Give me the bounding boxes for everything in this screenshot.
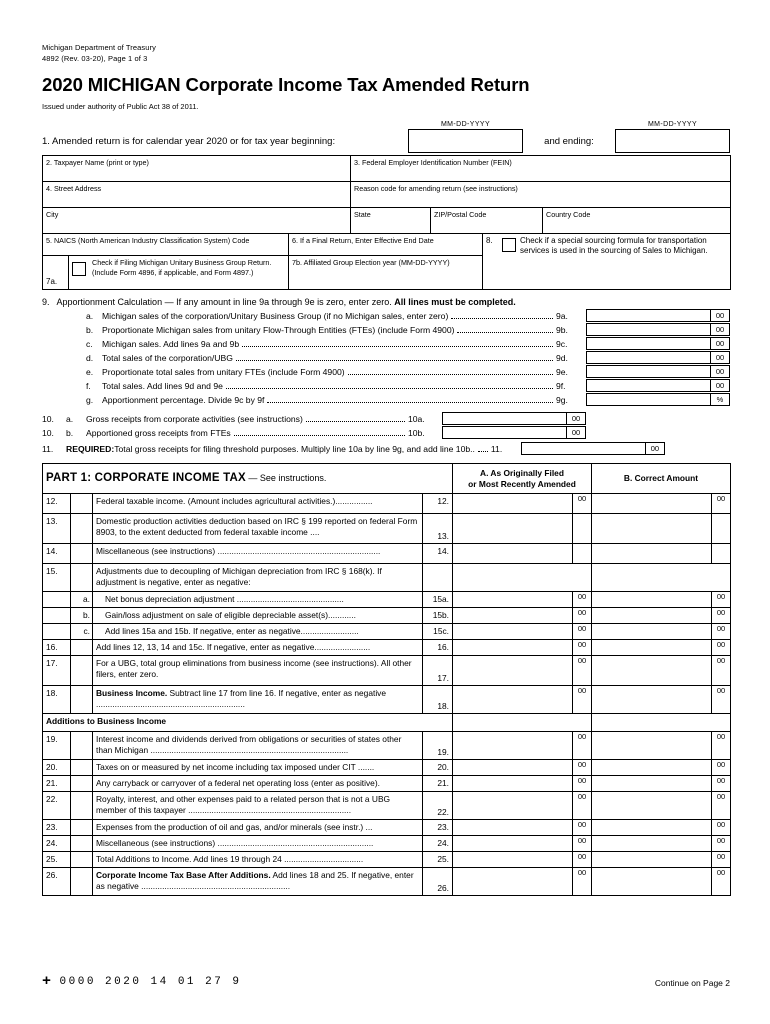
row-15-number: 15. <box>43 564 71 592</box>
taxpayer-name-label: 2. Taxpayer Name (print or type) <box>46 158 149 167</box>
row-14-text: Miscellaneous (see instructions) ...................................................................... <box>93 544 423 564</box>
line-1-tax-year <box>42 129 730 153</box>
street-address-label: 4. Street Address <box>46 184 102 193</box>
taxpayer-identity-block <box>42 155 731 290</box>
line-9c-letter: c. <box>86 338 93 349</box>
section-heading-amount-b <box>592 714 731 732</box>
special-sourcing-checkbox[interactable] <box>502 238 516 252</box>
row-16-cents-a: 00 <box>572 640 591 655</box>
row-12-amount-a[interactable] <box>453 494 592 514</box>
line-9a-letter: a. <box>86 310 94 321</box>
row-25-number: 25. <box>43 852 71 868</box>
line-11-row <box>42 442 730 455</box>
line-9d-ref: 9d. <box>556 352 568 363</box>
row-12-number: 12. <box>43 494 71 514</box>
country-code-field[interactable] <box>543 208 731 234</box>
row-26-cents-a: 00 <box>572 868 591 895</box>
agency-header <box>42 42 730 64</box>
row-24-amount-b[interactable] <box>592 836 731 852</box>
line-9f-cents: 00 <box>710 380 729 391</box>
apportionment-line-9c <box>42 337 730 350</box>
row-18-amount-a[interactable] <box>453 686 592 714</box>
line-9a-input[interactable] <box>586 309 730 322</box>
row-13-amount-a[interactable] <box>453 514 592 544</box>
line-9d-input[interactable] <box>586 351 730 364</box>
row-17-amount-a[interactable] <box>453 656 592 686</box>
line-9b-text: Proportionate Michigan sales from unitary Flow-Through Entities (FTEs) (include Form 4900) <box>102 324 455 335</box>
unitary-number: 7a. <box>46 277 58 286</box>
row-18-text: Subtract line 17 from line 16. If negative, enter as negative ................................................................ <box>96 688 387 709</box>
city-field[interactable] <box>43 208 351 234</box>
row-16-amount-a[interactable] <box>453 640 592 656</box>
line-9g-input[interactable] <box>586 393 730 406</box>
date-format-row <box>42 121 730 128</box>
line-9f-ref: 9f. <box>556 380 566 391</box>
unitary-label-line1: Check if Filing Michigan Unitary Business Group Return. <box>92 258 272 267</box>
row-16-amount-b[interactable] <box>592 640 731 656</box>
row-17-number: 17. <box>43 656 71 686</box>
line-10b-number: 10. <box>42 427 54 438</box>
row-15b-cents-b: 00 <box>711 608 730 623</box>
row-25-amount-a[interactable] <box>453 852 592 868</box>
row-22-text: Royalty, interest, and other expenses paid to a related person that is not a UBG member of this taxpayer ...................................................................... <box>93 792 423 820</box>
row-26-bold: Corporate Income Tax Base After Additions. <box>96 870 271 880</box>
line-9e-letter: e. <box>86 366 94 377</box>
line-10a-row <box>42 412 730 425</box>
row-26-number: 26. <box>43 868 71 896</box>
row-16-text: Add lines 12, 13, 14 and 15c. If negative, enter as negative........................ <box>93 640 423 656</box>
row-22-cents-b: 00 <box>711 792 730 819</box>
line-9e-text: Proportionate total sales from unitary FTEs (include Form 4900) <box>102 366 345 377</box>
affiliated-group-label: 7b. Affiliated Group Election year (MM-DD-YYYY) <box>292 258 450 267</box>
row-12-ref: 12. <box>423 494 453 514</box>
row-15c-amount-a[interactable] <box>453 624 592 640</box>
row-17-cents-b: 00 <box>711 656 730 685</box>
row-15-ref <box>423 564 453 592</box>
row-20-ref: 20. <box>423 760 453 776</box>
row-23-amount-b[interactable] <box>592 820 731 836</box>
row-17-cents-a: 00 <box>572 656 591 685</box>
row-14-amount-b[interactable] <box>592 544 731 564</box>
beginning-date-input[interactable] <box>408 129 523 153</box>
part1-title: PART 1: CORPORATE INCOME TAX <box>46 472 246 485</box>
row-15c-letter: c. <box>71 624 93 640</box>
row-21-number: 21. <box>43 776 71 792</box>
row-15c-amount-b[interactable] <box>592 624 731 640</box>
row-23-cents-b: 00 <box>711 820 730 835</box>
line-10b-ref: 10b. <box>408 427 425 438</box>
state-label: State <box>354 210 371 219</box>
row-14-ref: 14. <box>423 544 453 564</box>
row-18-cents-b: 00 <box>711 686 730 713</box>
row-15c-cents-a: 00 <box>572 624 591 639</box>
row-21-amount-a[interactable] <box>453 776 592 792</box>
fein-field[interactable] <box>351 156 731 182</box>
row-15b-number <box>43 608 71 624</box>
row-15c-ref: 15c. <box>423 624 453 640</box>
apportionment-line-9a <box>42 309 730 322</box>
row-26-amount-a[interactable] <box>453 868 592 896</box>
naics-label: 5. NAICS (North American Industry Classification System) Code <box>46 236 250 245</box>
line-11-ref: 11. <box>490 443 503 454</box>
row-26-textwrap <box>93 868 423 896</box>
row-25-amount-b[interactable] <box>592 852 731 868</box>
row-26-cents-b: 00 <box>711 868 730 895</box>
row-13-cents-b <box>711 514 730 543</box>
row-15a-amount-b[interactable] <box>592 592 731 608</box>
line-9c-cents: 00 <box>710 338 729 349</box>
line-9b-input[interactable] <box>586 323 730 336</box>
line-11-cents: 00 <box>645 443 664 454</box>
line-10a-text: Gross receipts from corporate activities (see instructions) <box>86 413 303 424</box>
barcode-line <box>42 973 242 990</box>
row-13-number: 13. <box>43 514 71 544</box>
row-21-ref: 21. <box>423 776 453 792</box>
issued-authority: Issued under authority of Public Act 38 of 2011. <box>42 102 199 111</box>
apportionment-line-9g <box>42 393 730 406</box>
line-9g-text: Apportionment percentage. Divide 9c by 9f <box>102 394 265 405</box>
final-return-label: 6. If a Final Return, Enter Effective End Date <box>292 236 434 245</box>
line-10b-cents: 00 <box>566 427 585 438</box>
row-18-bold: Business Income. <box>96 688 168 698</box>
row-18-ref: 18. <box>423 686 453 714</box>
row-15-text: Adjustments due to decoupling of Michigan depreciation from IRC § 168(k). If adjustment is negative, enter as negative: <box>93 564 423 592</box>
fein-label: 3. Federal Employer Identification Number (FEIN) <box>354 158 512 167</box>
line-9b-cents: 00 <box>710 324 729 335</box>
country-code-label: Country Code <box>546 210 591 219</box>
row-14-number: 14. <box>43 544 71 564</box>
row-26-ref: 26. <box>423 868 453 896</box>
and-ending-label: and ending: <box>544 135 594 147</box>
row-23-text: Expenses from the production of oil and gas, and/or minerals (see instr.) ... <box>93 820 423 836</box>
row-25-cents-a: 00 <box>572 852 591 867</box>
row-15a-cents-b: 00 <box>711 592 730 607</box>
row-15-amount-a <box>453 564 592 592</box>
row-15b-amount-b[interactable] <box>592 608 731 624</box>
line-9a-cents: 00 <box>710 310 729 321</box>
line-11-number: 11. <box>42 443 54 454</box>
barcode-digits: 0000 2020 14 01 27 9 <box>59 976 242 988</box>
reason-code-label: Reason code for amending return (see instructions) <box>354 184 518 193</box>
part1-header-cell <box>43 464 453 494</box>
line-10a-input[interactable] <box>442 412 586 425</box>
row-13-amount-b[interactable] <box>592 514 731 544</box>
line-9f-text: Total sales. Add lines 9d and 9e <box>102 380 223 391</box>
apportionment-lines <box>42 309 730 406</box>
row-25-ref: 25. <box>423 852 453 868</box>
taxpayer-name-field[interactable] <box>43 156 351 182</box>
row-24-text: Miscellaneous (see instructions) ................................................................... <box>93 836 423 852</box>
row-16-number: 16. <box>43 640 71 656</box>
line-9d-text: Total sales of the corporation/UBG <box>102 352 233 363</box>
column-a-line1: A. As Originally Filed <box>480 468 564 478</box>
row-17-amount-b[interactable] <box>592 656 731 686</box>
row-24-number: 24. <box>43 836 71 852</box>
row-23-amount-a[interactable] <box>453 820 592 836</box>
unitary-checkbox-wrap[interactable] <box>72 258 92 278</box>
part1-table <box>42 463 731 896</box>
apportionment-intro-bold: All lines must be completed. <box>394 297 516 307</box>
line-11-text: Total gross receipts for filing threshold purposes. Multiply line 10a by line 9g, and add line 10b.. <box>114 443 475 454</box>
part1-title-suffix: — See instructions. <box>245 473 327 484</box>
row-18-amount-b[interactable] <box>592 686 731 714</box>
row-15b-text: Gain/loss adjustment on sale of eligible depreciable asset(s)............ <box>93 608 423 624</box>
row-26-text: Add lines 18 and 25. If negative, enter as negative ................................................................ <box>96 870 414 891</box>
line-9g-ref: 9g. <box>556 394 568 405</box>
line-9d-cents: 00 <box>710 352 729 363</box>
agency-name: Michigan Department of Treasury <box>42 43 156 52</box>
line-9c-input[interactable] <box>586 337 730 350</box>
row-21-cents-b: 00 <box>711 776 730 791</box>
unitary-label-line2: (Include Form 4896, if applicable, and Form 4897.) <box>92 268 254 277</box>
affiliated-group-field[interactable] <box>289 256 483 290</box>
begin-date-format: MM-DD-YYYY <box>440 121 491 128</box>
unitary-return-checkbox[interactable] <box>72 262 86 276</box>
special-sourcing-text: Check if a special sourcing formula for transportation services is used in the sourcing of Sales to Michigan. <box>520 236 708 255</box>
row-23-ref: 23. <box>423 820 453 836</box>
line-10a-ref: 10a. <box>408 413 425 424</box>
row-24-amount-a[interactable] <box>453 836 592 852</box>
row-22-amount-a[interactable] <box>453 792 592 820</box>
special-sourcing-field[interactable] <box>483 234 731 290</box>
row-12-cents-a: 00 <box>572 494 591 513</box>
row-14-amount-a[interactable] <box>453 544 592 564</box>
apportionment-line-9d <box>42 351 730 364</box>
final-return-date-field[interactable] <box>289 234 483 256</box>
row-22-cents-a: 00 <box>572 792 591 819</box>
row-21-text: Any carryback or carryover of a federal net operating loss (enter as positive). <box>93 776 423 792</box>
unitary-checkbox-cell[interactable] <box>69 256 289 290</box>
row-24-cents-b: 00 <box>711 836 730 851</box>
special-sourcing-number: 8. <box>486 236 493 245</box>
zip-label: ZIP/Postal Code <box>434 210 487 219</box>
row-21-amount-b[interactable] <box>592 776 731 792</box>
continue-note: Continue on Page 2 <box>654 978 730 988</box>
row-20-amount-b[interactable] <box>592 760 731 776</box>
row-24-cents-a: 00 <box>572 836 591 851</box>
row-15c-cents-b: 00 <box>711 624 730 639</box>
state-field[interactable] <box>351 208 431 234</box>
line-9a-ref: 9a. <box>556 310 568 321</box>
unitary-number-cell <box>43 256 69 290</box>
page-title: 2020 MICHIGAN Corporate Income Tax Amended Return <box>42 74 530 95</box>
row-15a-text: Net bonus depreciation adjustment .............................................. <box>93 592 423 608</box>
row-12-text: Federal taxable income. (Amount includes agricultural activities.)................ <box>93 494 423 514</box>
city-label: City <box>46 210 59 219</box>
row-15a-cents-a: 00 <box>572 592 591 607</box>
plus-icon: + <box>42 973 54 990</box>
line-9c-text: Michigan sales. Add lines 9a and 9b <box>102 338 240 349</box>
row-23-number: 23. <box>43 820 71 836</box>
line-10a-number: 10. <box>42 413 54 424</box>
line-9c-ref: 9c. <box>556 338 568 349</box>
row-15c-text: Add lines 15a and 15b. If negative, enter as negative......................... <box>93 624 423 640</box>
row-19-amount-b[interactable] <box>592 732 731 760</box>
line-9e-ref: 9e. <box>556 366 568 377</box>
row-16-ref: 16. <box>423 640 453 656</box>
apportionment-line-9f <box>42 379 730 392</box>
special-sourcing-checkbox-cell[interactable] <box>502 236 520 256</box>
row-15a-amount-a[interactable] <box>453 592 592 608</box>
column-a-line2: or Most Recently Amended <box>468 478 576 489</box>
row-12-amount-b[interactable] <box>592 494 731 514</box>
additions-section-heading: Additions to Business Income <box>43 714 453 732</box>
row-15a-ref: 15a. <box>423 592 453 608</box>
row-15b-ref: 15b. <box>423 608 453 624</box>
row-19-amount-a[interactable] <box>453 732 592 760</box>
row-20-amount-a[interactable] <box>453 760 592 776</box>
line-9e-input[interactable] <box>586 365 730 378</box>
line-10a-letter: a. <box>66 413 74 424</box>
row-22-number: 22. <box>43 792 71 820</box>
line-10a-cents: 00 <box>566 413 585 424</box>
line-9d-letter: d. <box>86 352 94 363</box>
line-10b-letter: b. <box>66 427 74 438</box>
row-15-amount-b <box>592 564 731 592</box>
column-b-header: B. Correct Amount <box>592 464 731 494</box>
row-13-cents-a <box>572 514 591 543</box>
apportionment-line-9b <box>42 323 730 336</box>
line-9g-letter: g. <box>86 394 94 405</box>
row-20-text: Taxes on or measured by net income including tax imposed under CIT ....... <box>93 760 423 776</box>
street-address-field[interactable] <box>43 182 351 208</box>
row-26-amount-b[interactable] <box>592 868 731 896</box>
column-a-header <box>453 464 592 494</box>
ending-date-input[interactable] <box>615 129 730 153</box>
row-20-cents-b: 00 <box>711 760 730 775</box>
form-revision: 4892 (Rev. 03-20), Page 1 of 3 <box>42 54 148 63</box>
row-22-amount-b[interactable] <box>592 792 731 820</box>
line-9e-cents: 00 <box>710 366 729 377</box>
reason-code-field[interactable] <box>351 182 731 208</box>
line-1-label: 1. Amended return is for calendar year 2020 or for tax year beginning: <box>42 135 336 147</box>
apportionment-intro: 9. Apportionment Calculation — If any amount in line 9a through 9e is zero, enter zero. All lines must be completed. <box>42 297 516 307</box>
row-25-cents-b: 00 <box>711 852 730 867</box>
row-14-cents-b <box>711 544 730 563</box>
zip-field[interactable] <box>431 208 543 234</box>
row-14-cents-a <box>572 544 591 563</box>
row-19-text: Interest income and dividends derived from obligations or securities of states other than Michigan ..................................................................................... <box>93 732 423 760</box>
row-22-ref: 22. <box>423 792 453 820</box>
row-15c-number <box>43 624 71 640</box>
line-11-input[interactable] <box>521 442 665 455</box>
line-9b-letter: b. <box>86 324 94 335</box>
row-20-number: 20. <box>43 760 71 776</box>
row-19-cents-a: 00 <box>572 732 591 759</box>
row-21-cents-a: 00 <box>572 776 591 791</box>
row-13-text: Domestic production activities deduction based on IRC § 199 reported on federal Form 8903, to the extent deducted from federal taxable income .... <box>93 514 423 544</box>
line-9g-cents: % <box>710 394 729 405</box>
line-9f-input[interactable] <box>586 379 730 392</box>
line-9a-text: Michigan sales of the corporation/Unitary Business Group (if no Michigan sales, enter zero) <box>102 310 449 321</box>
row-17-text: For a UBG, total group eliminations from business income (see instructions). All other filers, enter zero. <box>93 656 423 686</box>
row-19-ref: 19. <box>423 732 453 760</box>
row-18-textwrap <box>93 686 423 714</box>
naics-field[interactable] <box>43 234 289 256</box>
line-10b-row <box>42 426 730 439</box>
row-19-number: 19. <box>43 732 71 760</box>
line-10b-text: Apportioned gross receipts from FTEs <box>86 427 231 438</box>
line-10b-input[interactable] <box>442 426 586 439</box>
row-17-ref: 17. <box>423 656 453 686</box>
line-11-required: REQUIRED: <box>66 443 115 454</box>
row-13-ref: 13. <box>423 514 453 544</box>
end-date-format: MM-DD-YYYY <box>647 121 698 128</box>
apportionment-line-9e <box>42 365 730 378</box>
row-23-cents-a: 00 <box>572 820 591 835</box>
row-18-number: 18. <box>43 686 71 714</box>
row-24-ref: 24. <box>423 836 453 852</box>
row-15a-letter: a. <box>71 592 93 608</box>
row-25-text: Total Additions to Income. Add lines 19 through 24 .................................. <box>93 852 423 868</box>
row-18-cents-a: 00 <box>572 686 591 713</box>
row-16-cents-b: 00 <box>711 640 730 655</box>
line-9b-ref: 9b. <box>556 324 568 335</box>
line-9f-letter: f. <box>86 380 91 391</box>
row-19-cents-b: 00 <box>711 732 730 759</box>
row-12-cents-b: 00 <box>711 494 730 513</box>
section-heading-amount-a <box>453 714 592 732</box>
row-20-cents-a: 00 <box>572 760 591 775</box>
row-15a-number <box>43 592 71 608</box>
row-15b-amount-a[interactable] <box>453 608 592 624</box>
row-15b-letter: b. <box>71 608 93 624</box>
row-15b-cents-a: 00 <box>572 608 591 623</box>
